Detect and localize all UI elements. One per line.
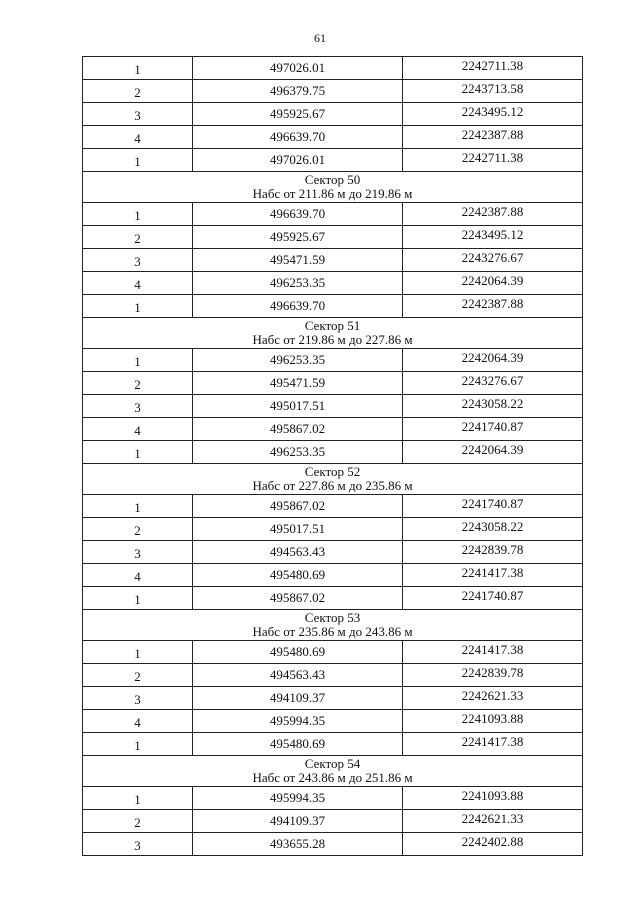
table-row (83, 372, 583, 395)
y-coordinate-cell-text: 2242387.88 (461, 127, 524, 142)
x-coordinate-cell-text: 493655.28 (269, 836, 326, 851)
y-coordinate-cell-text: 2243058.22 (461, 396, 524, 411)
y-coordinate-cell (403, 372, 583, 394)
y-coordinate-cell-text: 2242839.78 (461, 665, 524, 680)
x-coordinate-cell-text: 496639.70 (269, 206, 326, 221)
x-coordinate-cell-text: 496253.35 (269, 444, 326, 459)
x-coordinate-cell (193, 787, 403, 809)
x-coordinate-cell-text: 495471.59 (269, 375, 326, 390)
x-coordinate-cell (193, 272, 403, 294)
point-number-cell-text: 4 (134, 715, 141, 730)
table-row (83, 80, 583, 103)
x-coordinate-cell (193, 249, 403, 271)
y-coordinate-cell-text: 2242387.88 (461, 296, 524, 311)
y-coordinate-cell-text: 2242402.88 (461, 834, 524, 849)
x-coordinate-cell (193, 733, 403, 755)
point-number-cell (83, 518, 193, 540)
point-number-cell-text: 1 (134, 354, 141, 369)
y-coordinate-cell-text: 2241093.88 (461, 711, 524, 726)
x-coordinate-cell (193, 541, 403, 563)
table-row (83, 710, 583, 733)
y-coordinate-cell (403, 587, 583, 609)
point-number-cell (83, 226, 193, 248)
point-number-cell-text: 2 (134, 85, 141, 100)
x-coordinate-cell-text: 495925.67 (269, 229, 326, 244)
x-coordinate-cell-text: 496639.70 (269, 298, 326, 313)
y-coordinate-cell-text: 2242387.88 (461, 204, 524, 219)
point-number-cell (83, 103, 193, 125)
table-row (83, 149, 583, 172)
point-number-cell-text: 1 (134, 592, 141, 607)
x-coordinate-cell (193, 664, 403, 686)
y-coordinate-cell-text: 2243495.12 (461, 104, 524, 119)
point-number-cell (83, 441, 193, 463)
x-coordinate-cell-text: 495017.51 (269, 521, 326, 536)
y-coordinate-cell (403, 787, 583, 809)
y-coordinate-cell (403, 641, 583, 663)
sector-header (83, 318, 583, 349)
x-coordinate-cell (193, 518, 403, 540)
x-coordinate-cell-text: 495925.67 (269, 106, 326, 121)
y-coordinate-cell-text: 2243276.67 (461, 373, 524, 388)
table-row (83, 564, 583, 587)
y-coordinate-cell-text: 2241417.38 (461, 642, 524, 657)
point-number-cell-text: 1 (134, 446, 141, 461)
point-number-cell-text: 1 (134, 208, 141, 223)
y-coordinate-cell (403, 495, 583, 517)
y-coordinate-cell-text: 2241740.87 (461, 419, 524, 434)
table-row (83, 687, 583, 710)
sector-title: Сектор 50 (304, 172, 361, 187)
point-number-cell-text: 3 (134, 692, 141, 707)
sector-header (83, 464, 583, 495)
point-number-cell-text: 2 (134, 377, 141, 392)
point-number-cell-text: 1 (134, 500, 141, 515)
y-coordinate-cell (403, 395, 583, 417)
sector-height-range: Набс от 219.86 м до 227.86 м (252, 332, 413, 347)
x-coordinate-cell-text: 496253.35 (269, 275, 326, 290)
y-coordinate-cell (403, 418, 583, 440)
y-coordinate-cell (403, 57, 583, 79)
x-coordinate-cell (193, 126, 403, 148)
point-number-cell-text: 1 (134, 300, 141, 315)
table-row (83, 733, 583, 756)
x-coordinate-cell (193, 641, 403, 663)
x-coordinate-cell (193, 710, 403, 732)
x-coordinate-cell (193, 57, 403, 79)
point-number-cell-text: 3 (134, 546, 141, 561)
x-coordinate-cell-text: 494563.43 (269, 667, 326, 682)
point-number-cell (83, 126, 193, 148)
point-number-cell (83, 295, 193, 317)
point-number-cell (83, 203, 193, 225)
x-coordinate-cell-text: 495867.02 (269, 498, 326, 513)
y-coordinate-cell-text: 2243276.67 (461, 250, 524, 265)
y-coordinate-cell (403, 733, 583, 755)
point-number-cell (83, 395, 193, 417)
point-number-cell-text: 4 (134, 423, 141, 438)
point-number-cell-text: 1 (134, 154, 141, 169)
x-coordinate-cell-text: 497026.01 (269, 152, 326, 167)
y-coordinate-cell-text: 2242064.39 (461, 350, 524, 365)
point-number-cell (83, 733, 193, 755)
point-number-cell-text: 1 (134, 646, 141, 661)
point-number-cell-text: 1 (134, 62, 141, 77)
y-coordinate-cell (403, 541, 583, 563)
y-coordinate-cell (403, 226, 583, 248)
x-coordinate-cell (193, 564, 403, 586)
point-number-cell (83, 564, 193, 586)
page-number: 61 (314, 31, 326, 45)
x-coordinate-cell (193, 810, 403, 832)
table-row (83, 295, 583, 318)
y-coordinate-cell-text: 2242064.39 (461, 442, 524, 457)
x-coordinate-cell (193, 226, 403, 248)
x-coordinate-cell (193, 295, 403, 317)
coordinates-table (82, 56, 583, 856)
point-number-cell-text: 1 (134, 792, 141, 807)
x-coordinate-cell (193, 80, 403, 102)
point-number-cell (83, 641, 193, 663)
point-number-cell (83, 349, 193, 371)
y-coordinate-cell (403, 664, 583, 686)
table-row (83, 495, 583, 518)
table-row (83, 518, 583, 541)
y-coordinate-cell-text: 2241740.87 (461, 496, 524, 511)
point-number-cell-text: 4 (134, 131, 141, 146)
x-coordinate-cell-text: 495480.69 (269, 567, 326, 582)
table-row (83, 395, 583, 418)
y-coordinate-cell (403, 710, 583, 732)
point-number-cell (83, 710, 193, 732)
y-coordinate-cell (403, 149, 583, 171)
y-coordinate-cell (403, 126, 583, 148)
sector-title: Сектор 51 (304, 318, 361, 333)
point-number-cell (83, 810, 193, 832)
x-coordinate-cell-text: 496639.70 (269, 129, 326, 144)
y-coordinate-cell-text: 2241417.38 (461, 565, 524, 580)
x-coordinate-cell-text: 495994.35 (269, 713, 326, 728)
x-coordinate-cell-text: 496253.35 (269, 352, 326, 367)
table-row (83, 249, 583, 272)
sector-title: Сектор 54 (304, 756, 361, 771)
sector-height-range: Набс от 211.86 м до 219.86 м (252, 186, 413, 201)
y-coordinate-cell-text: 2241417.38 (461, 734, 524, 749)
y-coordinate-cell (403, 349, 583, 371)
y-coordinate-cell-text: 2242839.78 (461, 542, 524, 557)
y-coordinate-cell-text: 2243713.58 (461, 81, 524, 96)
x-coordinate-cell-text: 495471.59 (269, 252, 326, 267)
sector-header (83, 756, 583, 787)
point-number-cell (83, 249, 193, 271)
y-coordinate-cell (403, 203, 583, 225)
x-coordinate-cell (193, 833, 403, 855)
point-number-cell (83, 80, 193, 102)
point-number-cell-text: 2 (134, 815, 141, 830)
point-number-cell (83, 149, 193, 171)
x-coordinate-cell-text: 495867.02 (269, 590, 326, 605)
y-coordinate-cell (403, 295, 583, 317)
y-coordinate-cell (403, 80, 583, 102)
point-number-cell-text: 3 (134, 254, 141, 269)
x-coordinate-cell (193, 395, 403, 417)
y-coordinate-cell (403, 564, 583, 586)
y-coordinate-cell-text: 2243495.12 (461, 227, 524, 242)
x-coordinate-cell (193, 103, 403, 125)
y-coordinate-cell-text: 2242621.33 (461, 811, 524, 826)
point-number-cell-text: 3 (134, 108, 141, 123)
x-coordinate-cell (193, 687, 403, 709)
x-coordinate-cell (193, 349, 403, 371)
point-number-cell-text: 3 (134, 400, 141, 415)
point-number-cell-text: 1 (134, 738, 141, 753)
x-coordinate-cell (193, 495, 403, 517)
x-coordinate-cell-text: 496379.75 (269, 83, 326, 98)
x-coordinate-cell-text: 495867.02 (269, 421, 326, 436)
y-coordinate-cell-text: 2241740.87 (461, 588, 524, 603)
y-coordinate-cell (403, 518, 583, 540)
y-coordinate-cell (403, 272, 583, 294)
point-number-cell (83, 372, 193, 394)
y-coordinate-cell (403, 833, 583, 855)
table-row (83, 103, 583, 126)
y-coordinate-cell-text: 2243058.22 (461, 519, 524, 534)
x-coordinate-cell-text: 494109.37 (269, 813, 326, 828)
sector-header (83, 172, 583, 203)
x-coordinate-cell-text: 497026.01 (269, 60, 326, 75)
table-row (83, 418, 583, 441)
x-coordinate-cell-text: 495480.69 (269, 736, 326, 751)
point-number-cell (83, 687, 193, 709)
y-coordinate-cell (403, 103, 583, 125)
point-number-cell (83, 833, 193, 855)
point-number-cell (83, 272, 193, 294)
y-coordinate-cell (403, 441, 583, 463)
x-coordinate-cell (193, 441, 403, 463)
table-row (83, 787, 583, 810)
point-number-cell (83, 418, 193, 440)
y-coordinate-cell-text: 2241093.88 (461, 788, 524, 803)
x-coordinate-cell (193, 372, 403, 394)
y-coordinate-cell-text: 2242064.39 (461, 273, 524, 288)
point-number-cell-text: 2 (134, 523, 141, 538)
sector-height-range: Набс от 227.86 м до 235.86 м (252, 478, 413, 493)
x-coordinate-cell-text: 495480.69 (269, 644, 326, 659)
y-coordinate-cell (403, 687, 583, 709)
x-coordinate-cell (193, 587, 403, 609)
y-coordinate-cell (403, 810, 583, 832)
point-number-cell (83, 787, 193, 809)
sector-header (83, 610, 583, 641)
y-coordinate-cell-text: 2242711.38 (461, 58, 524, 73)
point-number-cell-text: 3 (134, 838, 141, 853)
point-number-cell-text: 4 (134, 277, 141, 292)
table-row (83, 664, 583, 687)
point-number-cell (83, 495, 193, 517)
table-row (83, 272, 583, 295)
table-row (83, 441, 583, 464)
sector-title: Сектор 53 (304, 610, 361, 625)
x-coordinate-cell (193, 149, 403, 171)
table-row (83, 641, 583, 664)
x-coordinate-cell-text: 494109.37 (269, 690, 326, 705)
point-number-cell (83, 541, 193, 563)
x-coordinate-cell (193, 418, 403, 440)
table-row (83, 226, 583, 249)
point-number-cell-text: 4 (134, 569, 141, 584)
sector-height-range: Набс от 235.86 м до 243.86 м (252, 624, 413, 639)
table-row (83, 810, 583, 833)
table-row (83, 57, 583, 80)
table-row (83, 541, 583, 564)
table-row (83, 833, 583, 856)
table-row (83, 349, 583, 372)
y-coordinate-cell-text: 2242711.38 (461, 150, 524, 165)
x-coordinate-cell (193, 203, 403, 225)
point-number-cell (83, 57, 193, 79)
y-coordinate-cell-text: 2242621.33 (461, 688, 524, 703)
sector-title: Сектор 52 (304, 464, 361, 479)
x-coordinate-cell-text: 494563.43 (269, 544, 326, 559)
table-row (83, 203, 583, 226)
point-number-cell (83, 664, 193, 686)
x-coordinate-cell-text: 495017.51 (269, 398, 326, 413)
table-row (83, 126, 583, 149)
point-number-cell-text: 2 (134, 669, 141, 684)
point-number-cell-text: 2 (134, 231, 141, 246)
sector-height-range: Набс от 243.86 м до 251.86 м (252, 770, 413, 785)
y-coordinate-cell (403, 249, 583, 271)
x-coordinate-cell-text: 495994.35 (269, 790, 326, 805)
table-row (83, 587, 583, 610)
point-number-cell (83, 587, 193, 609)
